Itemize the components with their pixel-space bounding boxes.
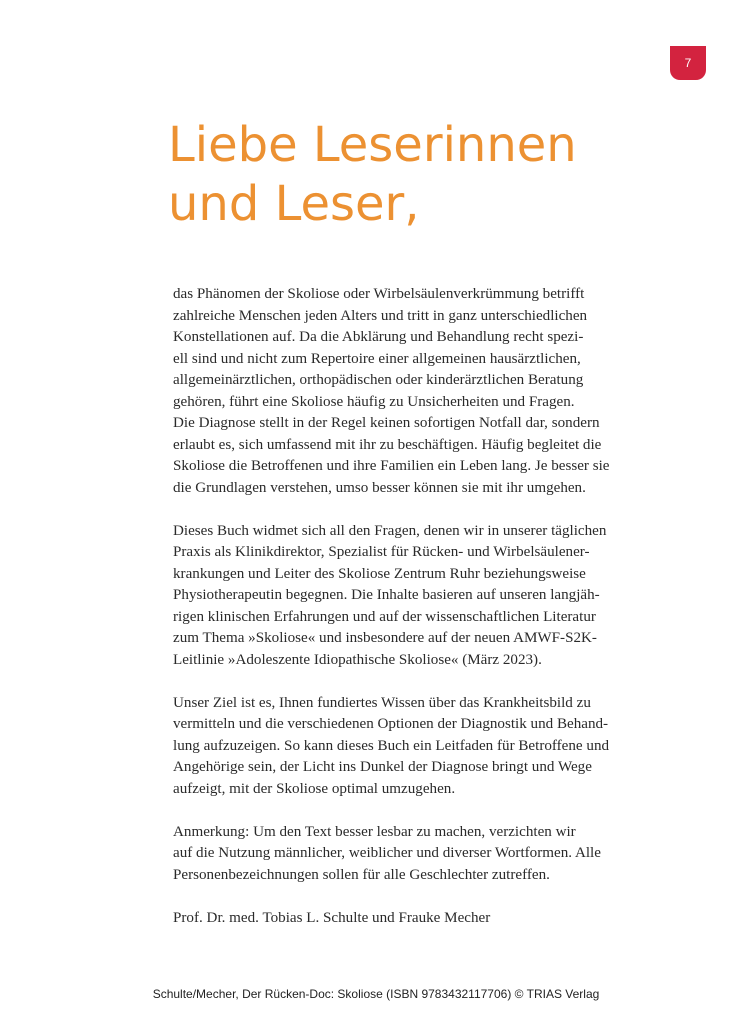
text-line: das Phänomen der Skoliose oder Wirbelsäulenverkrümmung betrifft	[173, 286, 585, 302]
text-line: Leitlinie »Adoleszente Idiopathische Skoliose« (März 2023).	[173, 651, 542, 668]
text-line: Physiotherapeutin begegnen. Die Inhalte basieren auf unseren langjäh-	[173, 587, 600, 603]
text-line: krankungen und Leiter des Skoliose Zentrum Ruhr beziehungsweise	[173, 565, 586, 582]
page-title	[168, 116, 688, 234]
paragraph	[173, 284, 673, 499]
title-line-2: und Leser,	[168, 176, 420, 232]
paragraph	[173, 822, 673, 887]
text-line: zahlreiche Menschen jeden Alters und tritt in ganz unterschiedlichen	[173, 307, 588, 324]
text-line: rigen klinischen Erfahrungen und auf der wissenschaftlichen Literatur	[173, 608, 596, 625]
text-line: Skoliose die Betroffenen und ihre Familien ein Leben lang. Je besser sie	[173, 458, 610, 474]
text-line: die Grundlagen verstehen, umso besser können sie mit ihr umgehen.	[173, 479, 586, 496]
footer-citation: Schulte/Mecher, Der Rücken-Doc: Skoliose (ISBN 9783432117706) © TRIAS Verlag	[152, 987, 600, 1001]
text-line: aufzeigt, mit der Skoliose optimal umzugehen.	[173, 780, 456, 797]
text-line: allgemeinärztlichen, orthopädischen oder kinderärztlichen Beratung	[173, 372, 584, 388]
paragraph	[173, 521, 673, 672]
text-line: Die Diagnose stellt in der Regel keinen sofortigen Notfall dar, sondern	[173, 415, 600, 431]
text-line: Personenbezeichnungen sollen für alle Geschlechter zutreffen.	[173, 866, 550, 883]
title-line-1: Liebe Leserinnen	[168, 117, 577, 173]
text-line: Dieses Buch widmet sich all den Fragen, denen wir in unserer täglichen	[173, 522, 607, 539]
author-signature: Prof. Dr. med. Tobias L. Schulte und Frauke Mecher	[173, 909, 491, 926]
text-line: lung aufzuzeigen. So kann dieses Buch ein Leitfaden für Betroffene und	[173, 737, 610, 754]
text-line: gehören, führt eine Skoliose häufig zu Unsicherheiten und Fragen.	[173, 393, 575, 410]
text-line: Konstellationen auf. Da die Abklärung und Behandlung recht spezi-	[173, 329, 584, 345]
text-line: erlaubt es, sich umfassend mit ihr zu beschäftigen. Häufig begleitet die	[173, 436, 602, 453]
text-line: Anmerkung: Um den Text besser lesbar zu machen, verzichten wir	[173, 823, 576, 840]
text-line: vermitteln und die verschiedenen Optionen der Diagnostik und Behand-	[173, 716, 609, 732]
text-line: auf die Nutzung männlicher, weiblicher und diverser Wortformen. Alle	[173, 845, 601, 861]
page-number-badge: 7	[670, 46, 706, 80]
text-line: ell sind und nicht zum Repertoire einer allgemeinen hausärztlichen,	[173, 350, 581, 367]
text-line: Unser Ziel ist es, Ihnen fundiertes Wissen über das Krankheitsbild zu	[173, 694, 591, 711]
paragraph	[173, 693, 673, 801]
text-line: Angehörige sein, der Licht ins Dunkel der Diagnose bringt und Wege	[173, 759, 592, 775]
text-line: zum Thema »Skoliose« und insbesondere auf der neuen AMWF-S2K-	[173, 630, 597, 646]
body-text	[173, 284, 673, 929]
paragraphs	[173, 284, 673, 886]
text-line: Praxis als Klinikdirektor, Spezialist für Rücken- und Wirbelsäulener-	[173, 544, 590, 560]
